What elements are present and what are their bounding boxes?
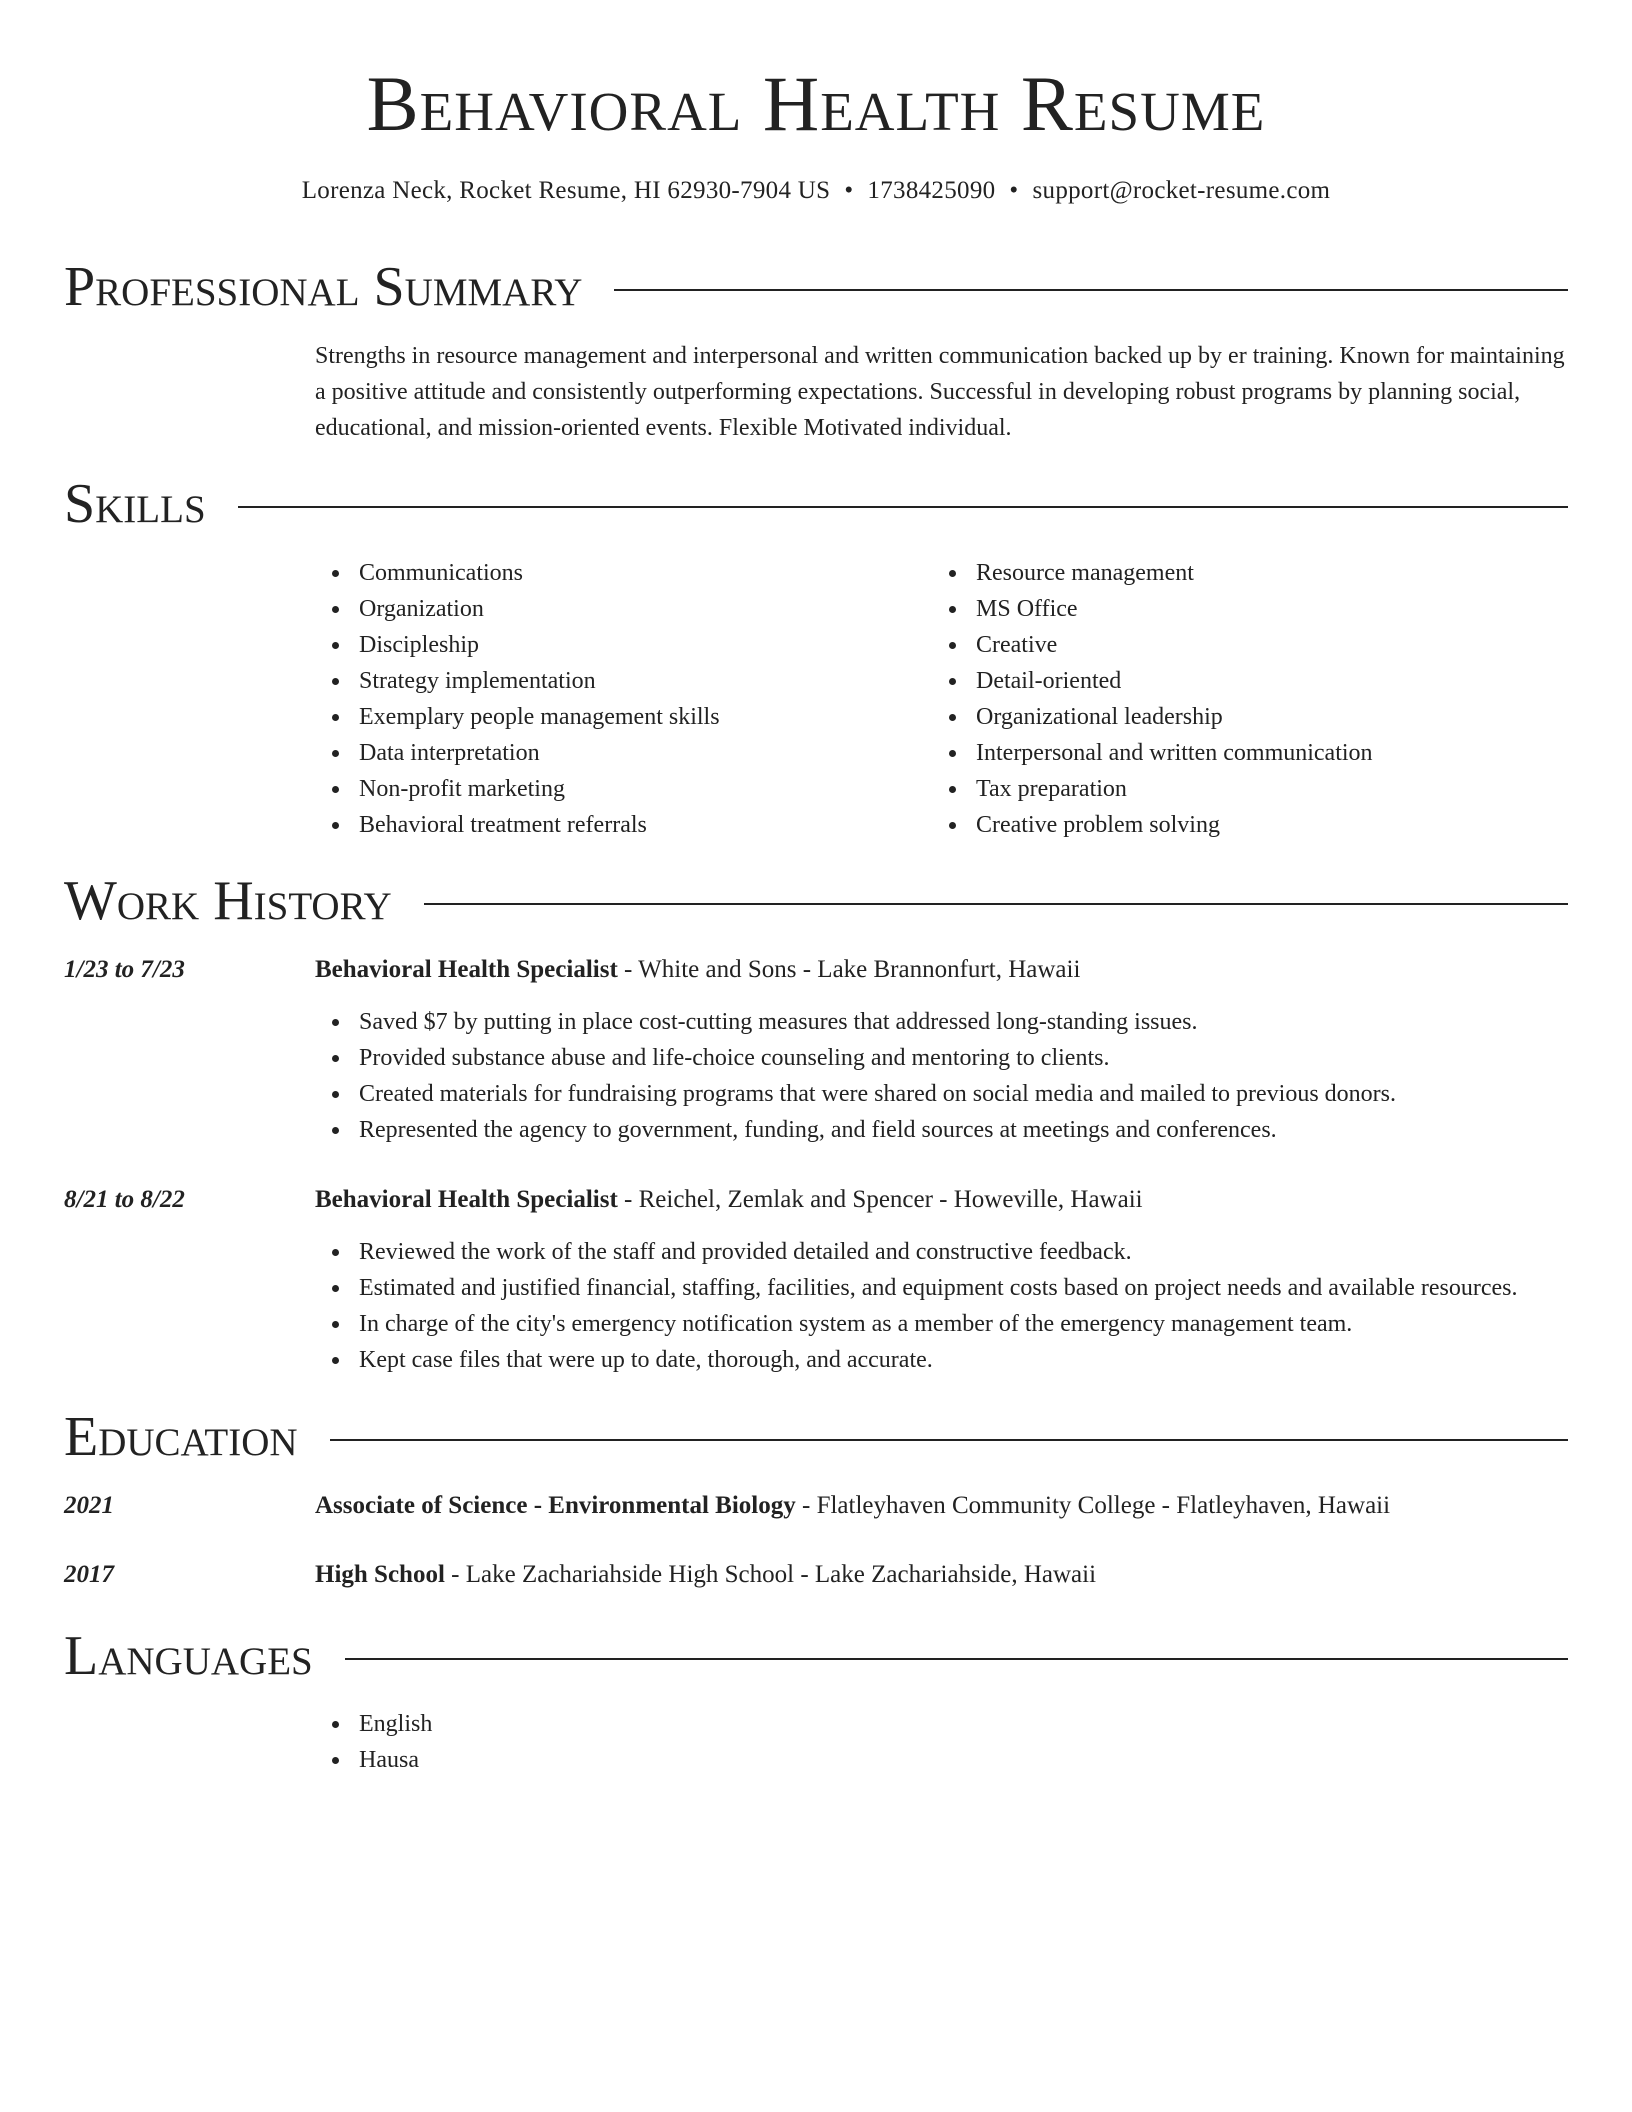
section-title-work: Work History bbox=[64, 870, 392, 932]
contact-separator: • bbox=[844, 177, 854, 204]
skill-item: Tax preparation bbox=[932, 771, 1568, 807]
skill-item: Data interpretation bbox=[315, 735, 915, 771]
contact-address: Lorenza Neck, Rocket Resume, HI 62930-7904 US bbox=[301, 177, 831, 204]
education-school: - Flatleyhaven Community College - Flatleyhaven, Hawaii bbox=[795, 1492, 1391, 1519]
skill-item: Detail-oriented bbox=[932, 663, 1568, 699]
education-year: 2021 bbox=[64, 1492, 114, 1519]
section-header-languages bbox=[64, 1624, 1568, 1688]
contact-phone: 1738425090 bbox=[867, 177, 996, 204]
languages-list bbox=[315, 1706, 1568, 1778]
skill-item: Non-profit marketing bbox=[315, 771, 915, 807]
section-divider bbox=[238, 506, 1568, 508]
skill-item: Resource management bbox=[932, 555, 1568, 591]
skill-item: Organizational leadership bbox=[932, 699, 1568, 735]
skills-list-left bbox=[315, 555, 915, 843]
skill-item: Creative bbox=[932, 627, 1568, 663]
job-bullet: Estimated and justified financial, staffing, facilities, and equipment costs based on project needs and available resources. bbox=[315, 1270, 1568, 1306]
job-bullet: Provided substance abuse and life-choice counseling and mentoring to clients. bbox=[315, 1040, 1568, 1076]
job-bullet: Represented the agency to government, funding, and field sources at meetings and conferences. bbox=[315, 1112, 1568, 1148]
education-entry bbox=[315, 1557, 1568, 1593]
section-header-work bbox=[64, 869, 1568, 933]
contact-line bbox=[64, 174, 1568, 208]
contact-separator: • bbox=[1009, 177, 1019, 204]
job-bullet: Saved $7 by putting in place cost-cutting measures that addressed long-standing issues. bbox=[315, 1004, 1568, 1040]
job-bullet: In charge of the city's emergency notification system as a member of the emergency management team. bbox=[315, 1306, 1568, 1342]
education-degree: Associate of Science - Environmental Biology bbox=[315, 1492, 796, 1519]
job-employer: - White and Sons - Lake Brannonfurt, Hawaii bbox=[617, 956, 1081, 983]
skill-item: Interpersonal and written communication bbox=[932, 735, 1568, 771]
skill-item: Exemplary people management skills bbox=[315, 699, 915, 735]
section-header-skills bbox=[64, 472, 1568, 536]
job-bullets bbox=[315, 1234, 1568, 1378]
education-year: 2017 bbox=[64, 1561, 114, 1588]
skill-item: Strategy implementation bbox=[315, 663, 915, 699]
resume-title: Behavioral Health Resume bbox=[366, 60, 1266, 147]
job-bullet: Created materials for fundraising programs that were shared on social media and mailed to previous donors. bbox=[315, 1076, 1568, 1112]
education-school: - Lake Zachariahside High School - Lake Zachariahside, Hawaii bbox=[444, 1561, 1097, 1588]
section-title-education: Education bbox=[64, 1406, 298, 1468]
section-divider bbox=[614, 289, 1568, 291]
language-item: Hausa bbox=[315, 1742, 1568, 1778]
job-bullets bbox=[315, 1004, 1568, 1148]
education-entry bbox=[315, 1488, 1568, 1524]
language-item: English bbox=[315, 1706, 1568, 1742]
section-divider bbox=[345, 1658, 1568, 1660]
job-dates: 1/23 to 7/23 bbox=[64, 956, 185, 983]
job-heading bbox=[315, 1182, 1568, 1218]
section-title-languages: Languages bbox=[64, 1625, 313, 1687]
job-title: Behavioral Health Specialist bbox=[315, 1186, 618, 1213]
skill-item: Organization bbox=[315, 591, 915, 627]
contact-email: support@rocket-resume.com bbox=[1032, 177, 1331, 204]
summary-text: Strengths in resource management and interpersonal and written communication backed up by er training. Known for maintaining a positive attitude and consistently outperforming expectations. Successful in developing robust programs by planning social, educational, and mission-oriented events. Flexible Motivated individual. bbox=[315, 343, 1565, 441]
skill-item: Communications bbox=[315, 555, 915, 591]
skill-item: Behavioral treatment referrals bbox=[315, 807, 915, 843]
section-title-skills: Skills bbox=[64, 473, 206, 535]
skills-list-right bbox=[932, 555, 1568, 843]
job-bullet: Kept case files that were up to date, thorough, and accurate. bbox=[315, 1342, 1568, 1378]
job-employer: - Reichel, Zemlak and Spencer - Howeville, Hawaii bbox=[617, 1186, 1143, 1213]
job-heading bbox=[315, 952, 1568, 988]
section-header-summary bbox=[64, 255, 1568, 319]
section-header-education bbox=[64, 1405, 1568, 1469]
section-divider bbox=[330, 1439, 1568, 1441]
education-degree: High School bbox=[315, 1561, 445, 1588]
skill-item: MS Office bbox=[932, 591, 1568, 627]
section-divider bbox=[424, 903, 1568, 905]
skill-item: Creative problem solving bbox=[932, 807, 1568, 843]
skill-item: Discipleship bbox=[315, 627, 915, 663]
job-title: Behavioral Health Specialist bbox=[315, 956, 618, 983]
job-dates: 8/21 to 8/22 bbox=[64, 1186, 185, 1213]
section-title-summary: Professional Summary bbox=[64, 256, 583, 318]
job-bullet: Reviewed the work of the staff and provided detailed and constructive feedback. bbox=[315, 1234, 1568, 1270]
